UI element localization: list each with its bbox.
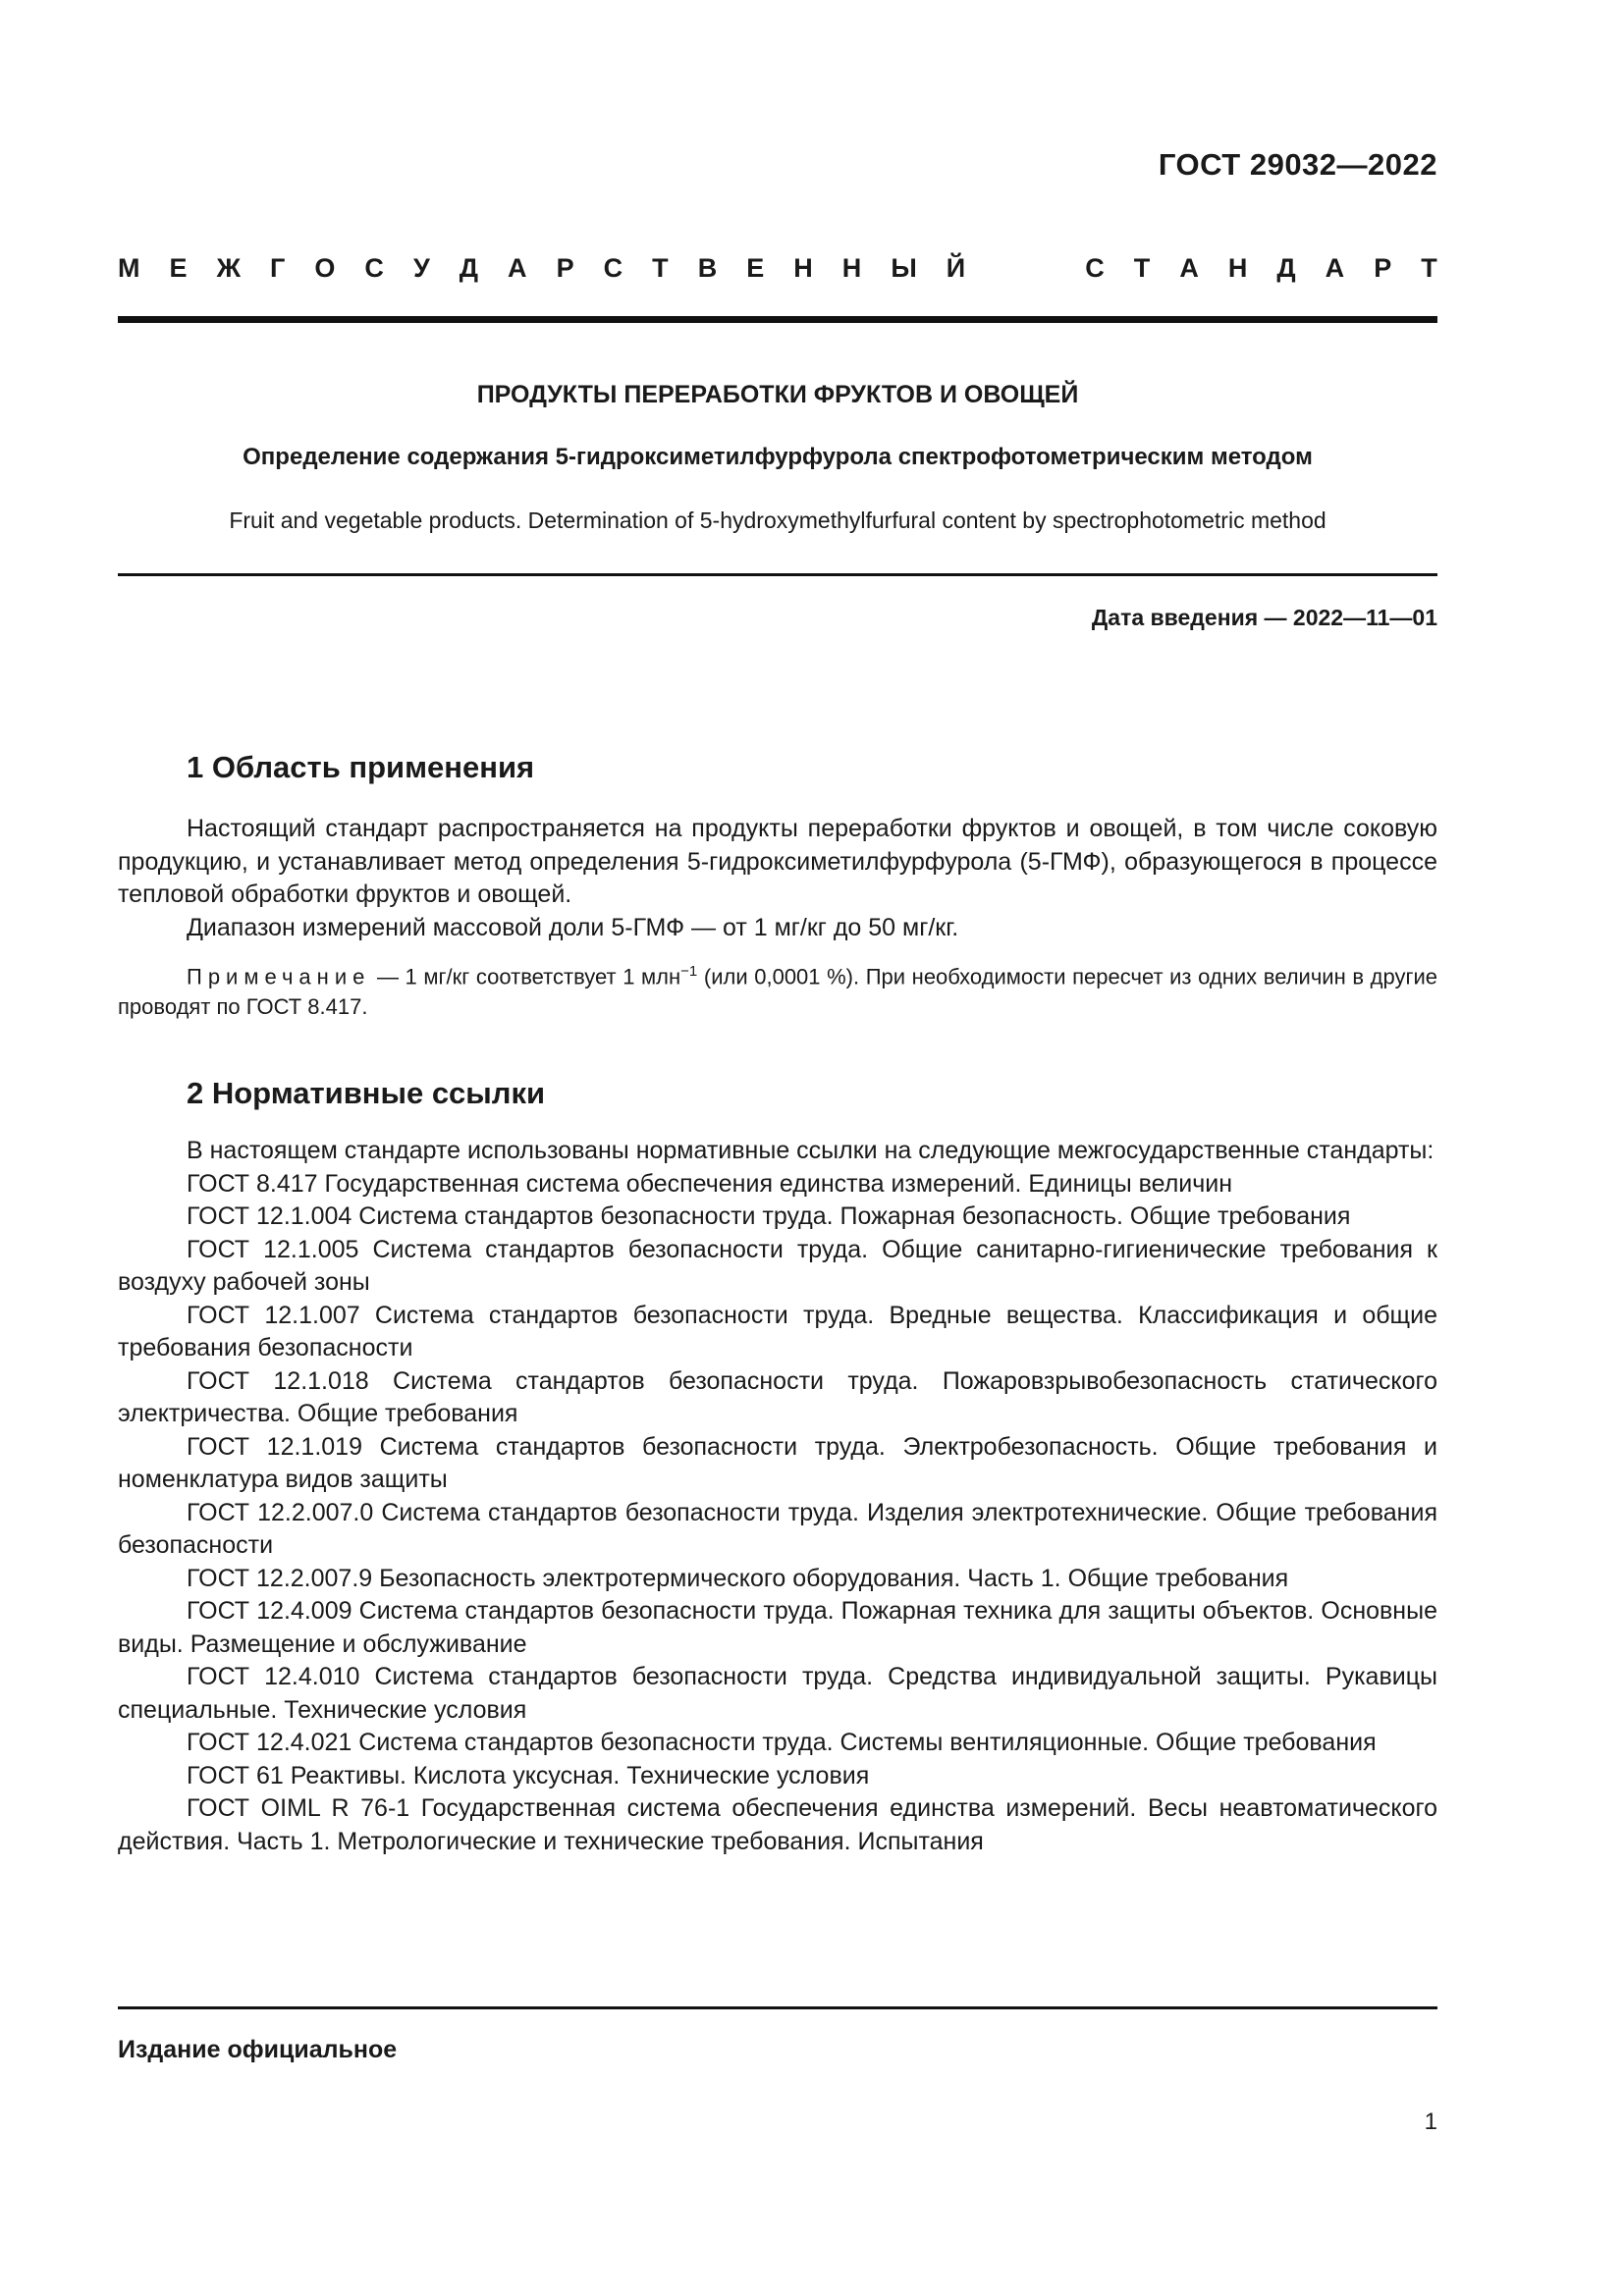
reference-item: ГОСТ 12.4.021 Система стандартов безопасности труда. Системы вентиляционные. Общие требования <box>187 1729 1377 1756</box>
heading-letter: Й <box>946 253 966 283</box>
heading-letter: Н <box>841 253 862 283</box>
heading-letter: С <box>364 253 384 283</box>
reference-item: ГОСТ 12.2.007.0 Система стандартов безопасности труда. Изделия электротехнические. Общие требования безопасности <box>118 1498 1437 1559</box>
reference-item: ГОСТ 12.1.019 Система стандартов безопасности труда. Электробезопасность. Общие требования и номенклатура видов защиты <box>118 1432 1437 1493</box>
heading-letter: С <box>603 253 623 283</box>
note-text: (или 0,0001 %). При необходимости пересчет из одних величин в другие проводят по ГОСТ 8.417. <box>118 964 1437 1020</box>
heading-letter: Т <box>652 253 669 283</box>
heading-letter: Д <box>459 253 479 283</box>
edition-label: Издание официальное <box>118 2036 398 2063</box>
introduction-date: Дата введения — 2022—11—01 <box>1091 605 1437 630</box>
reference-item: ГОСТ 12.4.009 Система стандартов безопасности труда. Пожарная техника для защиты объектов. Основные виды. Размещение и обслуживание <box>118 1597 1437 1658</box>
document-title: ПРОДУКТЫ ПЕРЕРАБОТКИ ФРУКТОВ И ОВОЩЕЙ <box>476 381 1079 408</box>
reference-item: ГОСТ 61 Реактивы. Кислота уксусная. Технические условия <box>187 1761 870 1789</box>
section-2-intro: В настоящем стандарте использованы нормативные ссылки на следующие межгосударственные стандарты: <box>187 1137 1435 1164</box>
heading-letter: Н <box>1227 253 1248 283</box>
reference-item: ГОСТ 12.1.005 Система стандартов безопасности труда. Общие санитарно-гигиенические требования к воздуху рабочей зоны <box>118 1235 1437 1296</box>
heading-letter: Е <box>169 253 188 283</box>
reference-item: ГОСТ 8.417 Государственная система обеспечения единства измерений. Единицы величин <box>187 1169 1233 1198</box>
title-rule <box>118 573 1437 576</box>
document-title-english: Fruit and vegetable products. Determination of 5-hydroxymethylfurfural content by spectrophotometric method <box>229 507 1326 533</box>
heading-letter: Ы <box>891 253 917 283</box>
reference-item: ГОСТ 12.1.018 Система стандартов безопасности труда. Пожаровзрывобезопасность статического электричества. Общие требования <box>118 1366 1437 1427</box>
heading-letter: Е <box>746 253 765 283</box>
section-1-paragraph: Настоящий стандарт распространяется на продукты переработки фруктов и овощей, в том числе соковую продукцию, и устанавливает метод определения 5-гидроксиметилфурфурола (5-ГМФ), образующегося в процессе тепловой обработки фруктов и овощей. <box>118 815 1437 908</box>
heading-letter: Д <box>1276 253 1296 283</box>
section-2-title: 2 Нормативные ссылки <box>187 1076 546 1110</box>
section-2-body <box>118 1135 1437 1858</box>
heading-letter: Т <box>1133 253 1151 283</box>
heading-letter: Г <box>270 253 286 283</box>
header-rule <box>118 316 1437 323</box>
note-superscript: −1 <box>680 963 698 980</box>
heading-letter: С <box>1085 253 1105 283</box>
reference-item: ГОСТ 12.4.010 Система стандартов безопасности труда. Средства индивидуальной защиты. Рукавицы специальные. Технические условия <box>118 1663 1437 1724</box>
heading-letter: М <box>118 253 140 283</box>
heading-letter: Р <box>556 253 574 283</box>
heading-letter: В <box>697 253 718 283</box>
reference-item: ГОСТ 12.1.004 Система стандартов безопасности труда. Пожарная безопасность. Общие требования <box>187 1202 1351 1230</box>
reference-item: ГОСТ 12.2.007.9 Безопасность электротермического оборудования. Часть 1. Общие требования <box>187 1564 1289 1592</box>
heading-letter: А <box>1325 253 1345 283</box>
heading-letter: Р <box>1374 253 1392 283</box>
section-1-paragraph: Диапазон измерений массовой доли 5-ГМФ — от 1 мг/кг до 50 мг/кг. <box>187 913 959 941</box>
heading-letter: Н <box>793 253 813 283</box>
section-1-body <box>118 813 1437 944</box>
reference-item: ГОСТ 12.1.007 Система стандартов безопасности труда. Вредные вещества. Классификация и общие требования безопасности <box>118 1301 1437 1362</box>
heading-word-gap <box>995 253 1056 284</box>
standard-type-heading <box>118 253 1437 284</box>
section-1-title: 1 Область применения <box>187 750 535 784</box>
heading-letter: А <box>508 253 527 283</box>
note-text: — 1 мг/кг соответствует 1 млн <box>370 964 681 989</box>
heading-letter: Ж <box>216 253 241 283</box>
footer-rule <box>118 2006 1437 2009</box>
reference-item: ГОСТ OIML R 76-1 Государственная система обеспечения единства измерений. Весы неавтоматического действия. Часть 1. Метрологические и технические требования. Испытания <box>118 1794 1437 1855</box>
heading-letter: У <box>412 253 430 283</box>
note-label: Примечание <box>187 964 371 989</box>
heading-letter: Т <box>1421 253 1437 283</box>
heading-letter: А <box>1179 253 1199 283</box>
heading-letter: О <box>314 253 336 283</box>
document-number: ГОСТ 29032—2022 <box>1158 147 1437 182</box>
section-1-note <box>118 956 1437 1022</box>
page-number: 1 <box>1424 2109 1437 2135</box>
document-subtitle: Определение содержания 5-гидроксиметилфурфурола спектрофотометрическим методом <box>243 444 1313 470</box>
